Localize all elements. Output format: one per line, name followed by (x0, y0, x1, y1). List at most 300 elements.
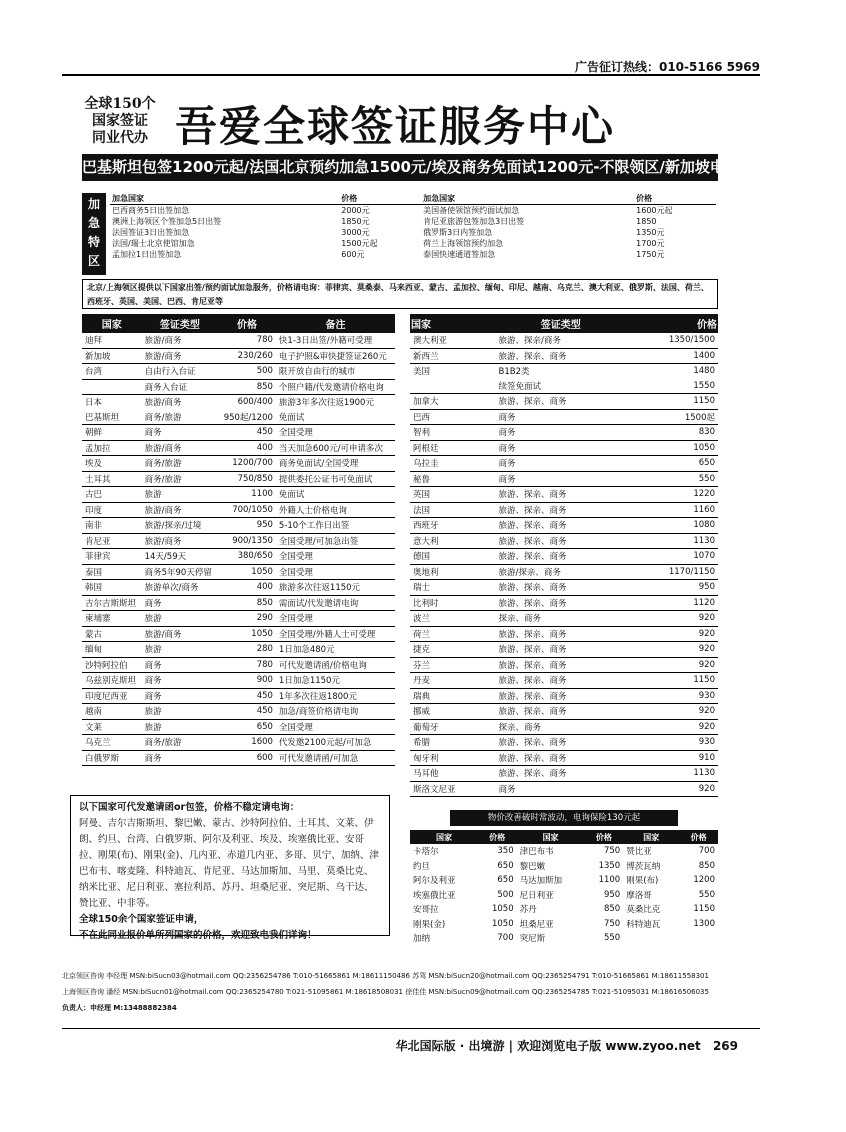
table-cell: 挪威 (410, 704, 496, 720)
table-cell: 1050 (491, 918, 514, 929)
table-cell: 920 (626, 781, 718, 797)
table-cell: 肯尼亚旅游包签加急3日出签 (423, 217, 525, 226)
table-cell: 1130 (626, 533, 718, 549)
table-cell: 旅游、探亲、商务 (496, 735, 627, 751)
table-cell: 当天加急600元/可申请多次 (276, 440, 395, 456)
table-cell: 乌拉圭 (410, 456, 496, 472)
table-cell: 沙特阿拉伯 (82, 657, 142, 673)
table-cell: 旅游、探亲/商务 (496, 333, 627, 348)
contact-info (62, 968, 742, 1016)
table-row (82, 425, 395, 441)
table-cell: 瑞士 (410, 580, 496, 596)
table-cell: 1050 (491, 904, 514, 915)
table-cell: 津巴布韦 (519, 847, 554, 858)
table-row (410, 440, 718, 456)
table-cell: 1850 (636, 217, 657, 226)
table-row (82, 657, 395, 673)
table-row (410, 844, 718, 859)
table-cell: 700 (497, 933, 514, 944)
table-cell: 700/1050 (218, 502, 276, 518)
table-cell: 400 (218, 440, 276, 456)
table-cell: 旅游/商务 (142, 333, 219, 348)
table-row (410, 487, 718, 503)
table-row (82, 379, 395, 395)
table-cell: 韩国 (82, 580, 142, 596)
table-cell: 1220 (626, 487, 718, 503)
table-cell: 1200 (693, 875, 715, 886)
table-cell: 旅游、探亲、商务 (496, 626, 627, 642)
list-body: 阿曼、吉尔吉斯斯坦、黎巴嫩、蒙古、沙特阿拉伯、土耳其、文莱、伊朗、约旦、台湾、白俄罗斯、阿尔及利亚、埃及、埃塞俄比亚、安哥拉、刚果(布)、刚果(金)、几内亚、赤道几内亚、多哥、贝宁、加纳、津巴布韦、喀麦隆、科特迪瓦、肯尼亚、马达加斯加、马里、莫桑比克、纳米比亚、尼日利亚、塞拉利昂、苏丹、坦桑尼亚、突尼斯、乌干达、赞比亚、中非等。 (79, 818, 379, 909)
table-cell: 550 (626, 471, 718, 487)
table-row (410, 766, 718, 782)
table-row (410, 502, 718, 518)
table-cell: 旅游、探亲、商务 (496, 750, 627, 766)
table-cell: 土耳其 (82, 471, 142, 487)
table-cell: 旅游/商务 (142, 440, 219, 456)
side-note-line: 全球150个 (84, 96, 156, 112)
table-row (410, 518, 718, 534)
table-cell: 商务免面试/全国受理 (276, 456, 395, 472)
table-cell: 商务 (142, 595, 219, 611)
table-cell: 全国受理/可加急出签 (276, 533, 395, 549)
table-row (82, 348, 395, 364)
table-row (110, 227, 716, 238)
table-cell: 旅游/商务 (144, 398, 182, 409)
column-header: 签证类型 (142, 314, 219, 333)
table-cell: 电子护照&审快捷签证260元 (276, 348, 395, 364)
table-cell: 450 (218, 425, 276, 441)
table-cell: 550 (698, 889, 715, 900)
table-cell: 蒙古 (82, 626, 142, 642)
table-cell: 1150 (626, 394, 718, 410)
table-row (410, 859, 718, 874)
table-row (410, 888, 718, 903)
table-cell: 乌克兰 (82, 735, 142, 751)
table-row (82, 735, 395, 751)
table-row (110, 238, 716, 249)
table-cell: 加纳 (413, 934, 431, 945)
footer-text: 华北国际版 · 出境游 | 欢迎浏览电子版 www.zyoo.net (395, 1039, 701, 1053)
urgent-label-text: 加急特区 (88, 197, 101, 268)
table-cell: 650 (626, 456, 718, 472)
table-cell: 700 (698, 846, 715, 857)
table-cell: 1050 (218, 564, 276, 580)
table-cell: 匈牙利 (410, 750, 496, 766)
table-cell: 1150 (693, 904, 715, 915)
table-cell: 刚果(金) (413, 919, 446, 930)
table-cell: 突尼斯 (519, 934, 546, 945)
table-cell: 全国受理 (276, 549, 395, 565)
table-row (110, 249, 716, 260)
table-cell: 全国受理 (276, 611, 395, 627)
column-header: 国家 (410, 314, 496, 333)
table-row (410, 642, 718, 658)
table-cell: 比利时 (410, 595, 496, 611)
table-cell: 阿根廷 (410, 440, 496, 456)
table-row (410, 735, 718, 751)
table-row (410, 348, 718, 364)
table-cell: 坦桑尼亚 (519, 919, 554, 930)
table-cell: 旅游 (142, 719, 219, 735)
table-cell: 1480 (693, 366, 715, 377)
table-cell: 旅游多次往返1150元 (276, 580, 395, 596)
table-cell: 苏丹 (519, 905, 537, 916)
table-cell: 巴西 (410, 409, 496, 425)
table-cell: 智利 (410, 425, 496, 441)
table-cell: 全国受理 (276, 564, 395, 580)
table-cell: 920 (626, 657, 718, 673)
side-note (82, 96, 158, 147)
table-cell: 旅游 (142, 611, 219, 627)
table-cell: 外籍人士价格电询 (276, 502, 395, 518)
table-row (82, 502, 395, 518)
table-cell: 旅游、探亲、商务 (496, 766, 627, 782)
table-cell: 1100 (218, 487, 276, 503)
column-header: 加急国家 (421, 193, 634, 205)
table-row (82, 580, 395, 596)
side-note-line: 国家签证 (92, 113, 148, 129)
table-row (82, 704, 395, 720)
table-cell: 600/400 (237, 397, 273, 408)
urgent-label (82, 193, 106, 275)
table-cell: 1400 (626, 348, 718, 364)
table-cell: 14天/59天 (142, 549, 219, 565)
table-cell: 菲律宾 (82, 549, 142, 565)
table-cell: 1500起 (626, 409, 718, 425)
price-box-heading: 物价改善破时常波动，电询保险130元起 (450, 810, 678, 826)
table-cell: 西班牙 (410, 518, 496, 534)
table-row (410, 873, 718, 888)
table-cell: 柬埔寨 (82, 611, 142, 627)
bottom-rule (62, 1028, 760, 1029)
table-cell: 1070 (626, 549, 718, 565)
table-cell: 俄罗斯3日内签加急 (423, 228, 493, 237)
table-cell: 750 (603, 918, 621, 929)
table-cell: 日本 (85, 398, 103, 409)
side-note-line: 同业代办 (92, 130, 148, 146)
page-number: 269 (712, 1039, 738, 1053)
table-cell (410, 379, 496, 394)
table-row (410, 549, 718, 565)
table-cell: 920 (626, 642, 718, 658)
table-cell: 1600 (218, 735, 276, 751)
table-cell: 1080 (626, 518, 718, 534)
table-cell: 280 (218, 642, 276, 658)
table-cell: 400 (218, 580, 276, 596)
table-cell: 旅游/探亲/过境 (142, 518, 219, 534)
table-cell: 法国 (410, 502, 496, 518)
list-footer: 全球150余个国家签证申请， (79, 914, 204, 925)
table-cell: 1850元 (341, 217, 370, 226)
table-row (82, 440, 395, 456)
table-cell: 1050 (626, 440, 718, 456)
table-row (410, 580, 718, 596)
table-cell: 380/650 (218, 549, 276, 565)
table-row (410, 409, 718, 425)
table-row (82, 333, 395, 348)
table-cell: 750 (603, 846, 621, 857)
table-cell: 秘鲁 (410, 471, 496, 487)
table-row (410, 902, 718, 917)
table-cell: 探亲、商务 (496, 719, 627, 735)
table-cell: 850 (698, 860, 715, 871)
table-cell: 免面试 (276, 410, 395, 425)
table-cell: 780 (218, 333, 276, 348)
table-cell: 安哥拉 (413, 905, 439, 916)
column-header: 签证类型 (496, 314, 627, 333)
table-cell: 550 (603, 933, 621, 944)
table-cell: 约旦 (413, 861, 431, 872)
table-cell: 丹麦 (410, 673, 496, 689)
table-cell: 950 (626, 580, 718, 596)
table-cell (82, 379, 142, 395)
table-row (82, 595, 395, 611)
table-cell: 900/1350 (218, 533, 276, 549)
table-cell: 1350/1500 (626, 333, 718, 348)
table-cell: 瑞典 (410, 688, 496, 704)
table-cell: 1日加急1150元 (276, 673, 395, 689)
table-row (410, 917, 718, 932)
table-cell: 930 (626, 735, 718, 751)
table-cell: 续签免面试 (496, 379, 627, 394)
table-row (410, 626, 718, 642)
table-cell: 920 (626, 719, 718, 735)
table-cell: 旅游、探亲、商务 (496, 704, 627, 720)
table-cell: 920 (626, 704, 718, 720)
table-cell: 商务 (496, 409, 627, 425)
table-row (82, 750, 395, 766)
column-header: 价格 (478, 830, 517, 844)
table-cell: 莫桑比克 (626, 905, 661, 916)
table-cell: 肯尼亚 (82, 533, 142, 549)
table-cell: 可代发邀请函/价格电询 (276, 657, 395, 673)
table-cell: 加拿大 (410, 394, 496, 410)
table-cell: 650 (218, 719, 276, 735)
table-row (410, 781, 718, 797)
table-cell: 旅游、探亲、商务 (496, 533, 627, 549)
table-cell: 泰国 (82, 564, 142, 580)
table-cell: 旅游单次/商务 (142, 580, 219, 596)
table-row (410, 394, 718, 410)
contact-line: 负责人：申经理 M:13488882384 (62, 1004, 177, 1012)
column-header: 国家 (82, 314, 142, 333)
table-cell (623, 931, 679, 946)
table-cell: 黎巴嫩 (519, 861, 546, 872)
table-cell: 旅游 (142, 487, 219, 503)
table-cell: 卡塔尔 (413, 847, 439, 858)
table-cell: 吉尔吉斯斯坦 (82, 595, 142, 611)
table-row (82, 626, 395, 642)
table-cell: 商务 (142, 673, 219, 689)
table-cell: 波兰 (410, 611, 496, 627)
table-row (410, 333, 718, 348)
table-cell: 法国/瑞士北京使馆加急 (112, 239, 195, 248)
table-cell: 900 (218, 673, 276, 689)
table-cell: 英国 (410, 487, 496, 503)
table-cell: 荷兰 (410, 626, 496, 642)
table-cell: 捷克 (410, 642, 496, 658)
table-cell: 需面试/代发邀请电询 (276, 595, 395, 611)
table-cell: 科特迪瓦 (626, 919, 661, 930)
table-cell: 澳洲上海领区个签加急5日出签 (112, 217, 222, 226)
table-cell: 快1-3日出签/外籍可受理 (276, 333, 395, 348)
table-cell: 旅游、探亲、商务 (496, 394, 627, 410)
table-row (410, 425, 718, 441)
table-row (82, 471, 395, 487)
table-cell: 500 (218, 364, 276, 380)
table-cell: 旅游、探亲、商务 (496, 518, 627, 534)
table-cell: 1日加急480元 (276, 642, 395, 658)
table-cell: 全国受理 (276, 425, 395, 441)
table-cell: 350 (497, 846, 514, 857)
table-row (410, 611, 718, 627)
table-cell: 法国签证3日出签加急 (112, 228, 190, 237)
table-cell: 1350 (598, 860, 621, 871)
table-cell: 商务/旅游 (142, 410, 219, 425)
table-cell: 美国 (413, 367, 431, 378)
table-row (82, 688, 395, 704)
table-row (82, 719, 395, 735)
table-cell: 950 (603, 889, 621, 900)
table-cell: 孟加拉1日出签加急 (112, 250, 182, 259)
africa-price-box (410, 810, 718, 946)
table-cell: 1300 (693, 918, 715, 929)
table-cell: 3000元 (341, 228, 370, 237)
table-row (82, 564, 395, 580)
table-cell: 600 (218, 750, 276, 766)
table-cell: 920 (626, 611, 718, 627)
table-cell: 650 (497, 860, 514, 871)
table-cell: 450 (218, 688, 276, 704)
table-cell: 商务 (142, 657, 219, 673)
column-header: 价格 (339, 193, 421, 205)
table-cell: 马达加斯加 (519, 876, 563, 887)
column-header: 价格 (634, 193, 716, 205)
table-cell: 5-10个工作日出签 (276, 518, 395, 534)
invitation-list-box (70, 795, 390, 941)
column-header: 价格 (626, 314, 718, 333)
table-cell: 旅游/商务 (142, 533, 219, 549)
table-cell: 德国 (410, 549, 496, 565)
table-cell: 全国受理/外籍人士可受理 (276, 626, 395, 642)
table-row (82, 410, 395, 425)
table-cell: 泰国快速通道签加急 (423, 250, 496, 259)
column-header: 价格 (679, 830, 718, 844)
column-header: 国家 (623, 830, 679, 844)
table-cell: 商务 (496, 781, 627, 797)
table-cell: 埃及 (82, 456, 142, 472)
table-cell: 刚果(布) (626, 876, 659, 887)
right-price-table (410, 314, 718, 797)
table-cell: 商务/旅游 (142, 735, 219, 751)
table-cell: 750/850 (218, 471, 276, 487)
table-cell: B1B2类 (498, 367, 530, 378)
table-cell: 950起/1200 (218, 410, 276, 425)
table-cell (679, 931, 718, 946)
table-cell: 旅游 (142, 642, 219, 658)
table-cell: 1130 (626, 766, 718, 782)
table-row (410, 704, 718, 720)
table-cell: 埃塞俄比亚 (413, 890, 456, 901)
table-cell: 850 (603, 904, 621, 915)
table-cell: 自由行入台证 (142, 364, 219, 380)
table-cell: 1160 (626, 502, 718, 518)
table-cell: 1700元 (636, 239, 665, 248)
table-cell: 1750元 (636, 250, 665, 259)
ad-hotline: 广告征订热线：010-5166 5969 (574, 60, 760, 74)
table-cell: 旅游、探亲、商务 (496, 502, 627, 518)
table-cell: 商务 (496, 456, 627, 472)
table-cell: 代发邀2100元起/可加急 (276, 735, 395, 751)
table-cell: 商务/旅游 (142, 456, 219, 472)
table-cell: 马耳他 (410, 766, 496, 782)
table-row (110, 205, 716, 217)
table-row (82, 395, 395, 410)
table-row (110, 216, 716, 227)
table-cell: 旅游/探亲、商务 (496, 564, 627, 580)
table-cell: 澳大利亚 (410, 333, 496, 348)
table-cell: 2000元 (341, 206, 370, 215)
top-rule (62, 74, 760, 76)
column-header: 价格 (218, 314, 276, 333)
table-cell: 越南 (82, 704, 142, 720)
table-cell: 500 (497, 889, 514, 900)
table-cell: 旅游、探亲、商务 (496, 348, 627, 364)
table-row (82, 611, 395, 627)
column-header: 国家 (517, 830, 585, 844)
table-cell: 旅游/商务 (142, 348, 219, 364)
table-cell: 芬兰 (410, 657, 496, 673)
table-cell: 旅游/商务 (142, 626, 219, 642)
table-row (410, 379, 718, 394)
table-cell: 美国备使领馆预约面试加急 (423, 206, 520, 215)
promo-banner: 巴基斯坦包签1200元起/法国北京预约加急1500元/埃及商务免面试1200元-不限领区/新加坡电子快捷签证230元 (82, 154, 718, 181)
table-cell: 旅游/商务 (142, 502, 219, 518)
table-row (82, 487, 395, 503)
table-cell: 摩洛哥 (626, 890, 652, 901)
table-cell: 1150 (626, 673, 718, 689)
table-cell: 1500元起 (341, 239, 378, 248)
table-cell: 缅甸 (82, 642, 142, 658)
column-header: 加急国家 (110, 193, 339, 205)
table-cell: 商务 (142, 750, 219, 766)
table-cell: 提供委托公证书可免面试 (276, 471, 395, 487)
table-cell: 旅游、探亲、商务 (496, 580, 627, 596)
table-cell: 780 (218, 657, 276, 673)
table-cell: 加急/商签价格请电询 (276, 704, 395, 720)
table-cell: 商务 (496, 471, 627, 487)
table-cell: 1350元 (636, 228, 665, 237)
table-cell: 1170/1150 (626, 564, 718, 580)
table-cell: 探亲、商务 (496, 611, 627, 627)
table-row (82, 518, 395, 534)
table-cell: 1100 (598, 875, 621, 886)
table-cell: 新西兰 (410, 348, 496, 364)
table-cell: 商务 (142, 425, 219, 441)
table-row (410, 719, 718, 735)
table-cell: 1550 (626, 379, 718, 394)
table-cell: 商务 (496, 425, 627, 441)
table-row (410, 471, 718, 487)
table-cell: 古巴 (82, 487, 142, 503)
column-header: 国家 (410, 830, 478, 844)
table-row (82, 533, 395, 549)
table-cell: 博茨瓦纳 (626, 861, 661, 872)
table-cell: 可代发邀请函/可加急 (276, 750, 395, 766)
table-cell: 商务5年90天停留 (142, 564, 219, 580)
table-cell: 个照户籍/代发邀请价格电询 (276, 379, 395, 395)
column-header: 价格 (585, 830, 624, 844)
